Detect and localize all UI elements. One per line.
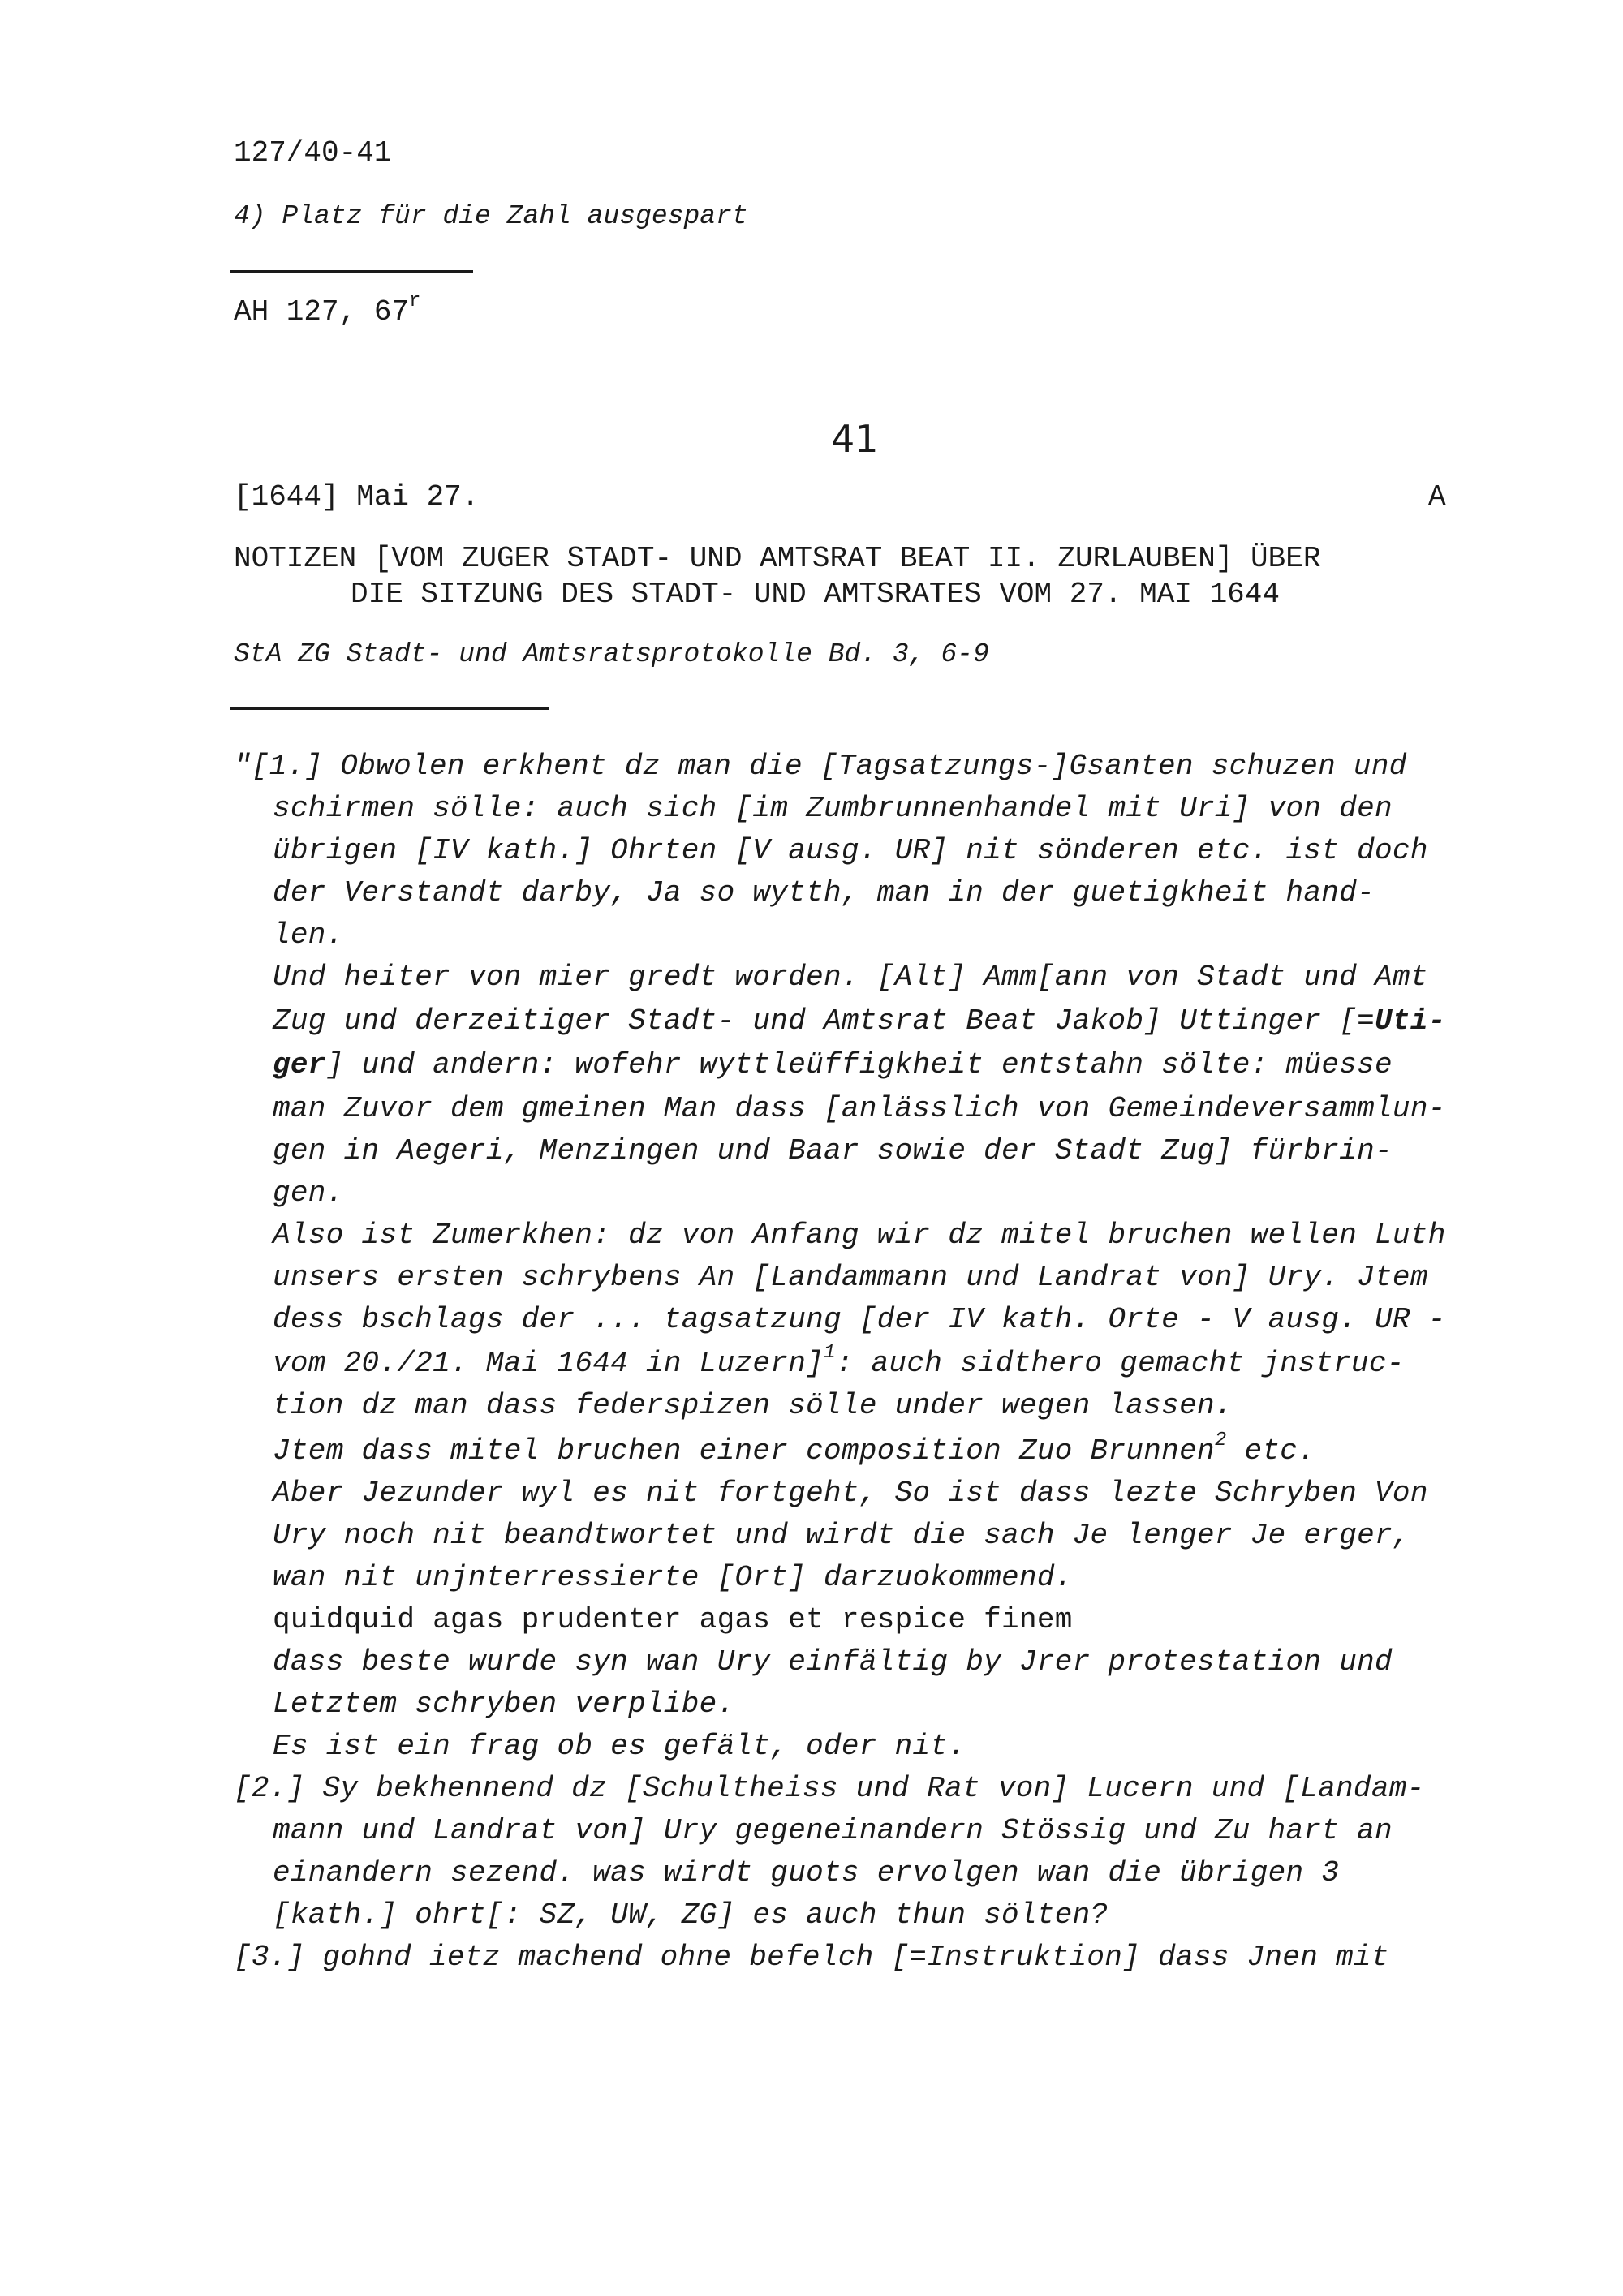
footnote-marker: 1 — [824, 1342, 836, 1364]
text-line: gen in Aegeri, Menzingen und Baar sowie der Stadt Zug] fürbrin- — [273, 1134, 1393, 1167]
document-title-line-2: DIE SITZUNG DES STADT- UND AMTSRATES VOM 27. MAI 1644 — [351, 578, 1280, 611]
document-date: [1644] Mai 27. — [234, 480, 480, 514]
text-line: der Verstandt darby, Ja so wytth, man in der guetigkheit hand- — [273, 876, 1375, 909]
text-line: Es ist ein frag ob es gefält, oder nit. — [273, 1730, 966, 1763]
text-line: Aber Jezunder wyl es nit fortgeht, So ist dass lezte Schryben Von — [273, 1477, 1428, 1510]
text-line: dass beste wurde syn wan Ury einfältig by Jrer protestation und — [273, 1645, 1393, 1679]
text-line: ger] und andern: wofehr wyttleüffigkheit entstahn sölte: müesse — [273, 1048, 1393, 1081]
text-line: [2.] Sy bekhennend dz [Schultheiss und Rat von] Lucern und [Landam- — [234, 1772, 1425, 1805]
footnote-divider — [230, 270, 473, 273]
previous-reference: 127/40-41 — [234, 136, 392, 170]
text-line: [kath.] ohrt[: SZ, UW, ZG] es auch thun sölten? — [273, 1898, 1109, 1932]
text-line: gen. — [273, 1176, 344, 1210]
footnote: 4) Platz für die Zahl ausgespart — [234, 201, 748, 231]
text-line: unsers ersten schrybens An [Landammann und Landrat von] Ury. Jtem — [273, 1261, 1428, 1294]
text-line: [3.] gohnd ietz machend ohne befelch [=Instruktion] dass Jnen mit — [234, 1941, 1389, 1974]
text-line: übrigen [IV kath.] Ohrten [V ausg. UR] nit sönderen etc. ist doch — [273, 834, 1428, 867]
text-line: einandern sezend. was wirdt guots ervolgen wan die übrigen 3 — [273, 1856, 1340, 1890]
text-line: quidquid agas prudenter agas et respice finem — [273, 1603, 1073, 1636]
document-source: StA ZG Stadt- und Amtsratsprotokolle Bd. 3, 6-9 — [234, 639, 989, 669]
header-divider — [230, 707, 549, 710]
text-line: Und heiter von mier gredt worden. [Alt] Amm[ann von Stadt und Amt — [273, 961, 1428, 994]
text-line: schirmen sölle: auch sich [im Zumbrunnenhandel mit Uri] von den — [273, 792, 1393, 825]
text-line: len. — [273, 918, 344, 952]
text-line: Letztem schryben verplibe. — [273, 1688, 735, 1721]
text-line: dess bschlags der ... tagsatzung [der IV kath. Orte - V ausg. UR - — [273, 1303, 1446, 1336]
text-line: mann und Landrat von] Ury gegeneinandern Stössig und Zu hart an — [273, 1814, 1393, 1847]
text-line: wan nit unjnterressierte [Ort] darzuokommend. — [273, 1561, 1073, 1594]
document-title-line-1: NOTIZEN [VOM ZUGER STADT- UND AMTSRAT BEAT II. ZURLAUBEN] ÜBER — [234, 542, 1321, 575]
document-type: A — [1428, 480, 1446, 514]
text-line: Zug und derzeitiger Stadt- und Amtsrat Beat Jakob] Uttinger [=Uti- — [273, 1004, 1446, 1038]
text-line: tion dz man dass federspizen sölle under wegen lassen. — [273, 1389, 1233, 1422]
previous-source: AH 127, 67$^r$ — [234, 290, 421, 329]
text-line: "[1.] Obwolen erkhent dz man die [Tagsatzungs-]Gsanten schuzen und — [234, 750, 1407, 783]
text-line: vom 20./21. Mai 1644 in Luzern]$^1$: auch sidthero gemacht jnstruc- — [273, 1342, 1405, 1380]
text-line: Ury noch nit beandtwortet und wirdt die sach Je lenger Je erger, — [273, 1519, 1410, 1552]
text-line: man Zuvor dem gmeinen Man dass [anlässlich von Gemeindeversammlun- — [273, 1092, 1446, 1125]
text-line: Also ist Zumerkhen: dz von Anfang wir dz mitel bruchen wellen Luth — [273, 1219, 1446, 1252]
text-line: Jtem dass mitel bruchen einer composition Zuo Brunnen$^2$ etc. — [273, 1430, 1316, 1468]
footnote-marker: 2 — [1214, 1430, 1227, 1451]
document-number: 41 — [831, 417, 879, 461]
